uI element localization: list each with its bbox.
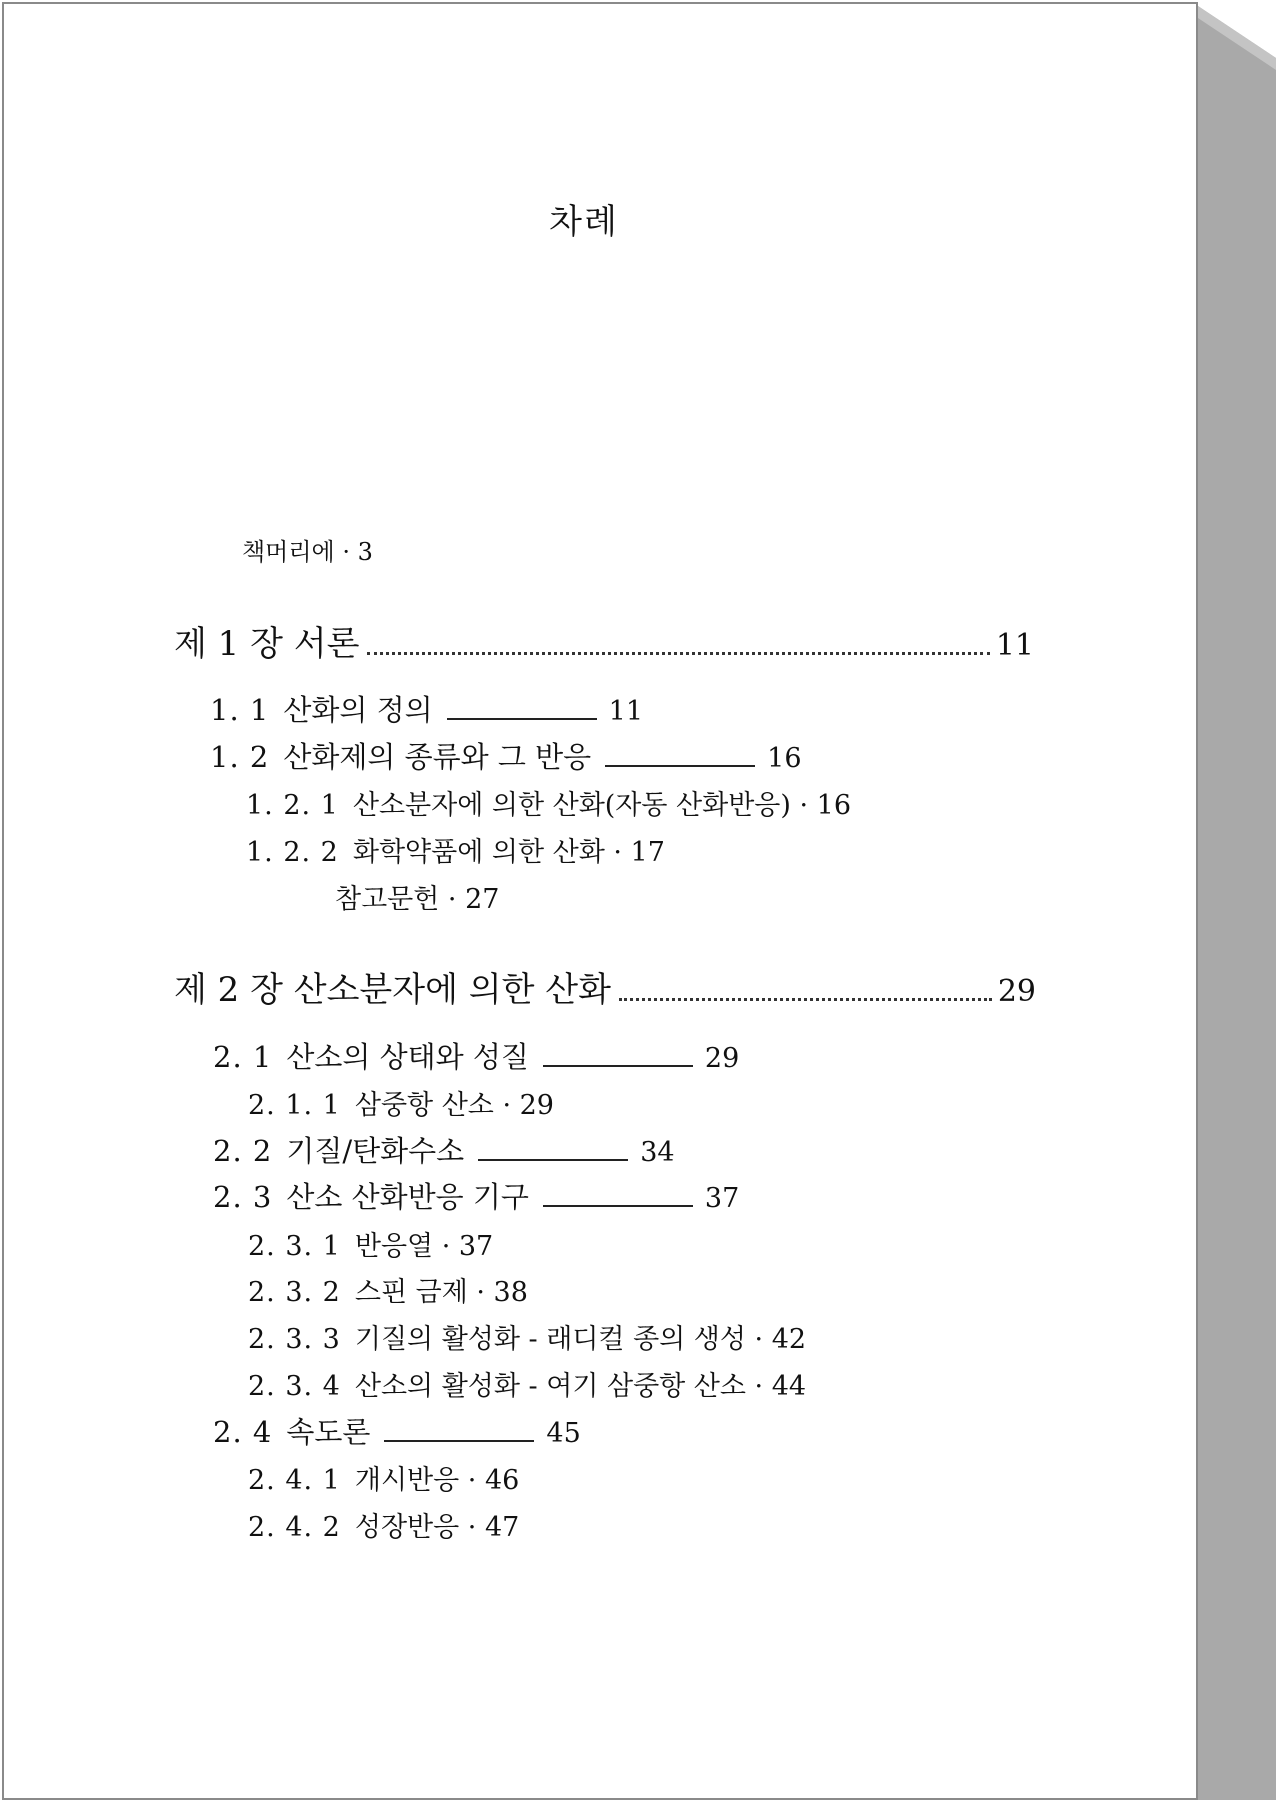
section-page: 37 (704, 1183, 740, 1214)
section-number: 2. 1 (213, 1040, 273, 1074)
preface-entry: 책머리에 · 3 (242, 538, 373, 566)
chapter-2-page: 29 (997, 974, 1036, 1009)
section-2-2 (213, 1129, 675, 1170)
subsection-text: 반응열 · 37 (354, 1231, 494, 1262)
section-2-1 (213, 1035, 739, 1076)
subsection-number: 2. 1. 1 (248, 1090, 341, 1121)
section-title: 기질/탄화수소 (286, 1134, 465, 1168)
subsection-2-4-2 (248, 1505, 519, 1544)
references-entry: 참고문헌 · 27 (335, 884, 500, 915)
chapter-1-entry (174, 616, 1034, 665)
subsection-2-3-1 (248, 1224, 493, 1263)
toc-page (2, 2, 1198, 1800)
section-title: 산소 산화반응 기구 (286, 1180, 529, 1214)
subsection-number: 2. 4. 1 (248, 1465, 341, 1496)
chapter-1-page: 11 (995, 628, 1034, 663)
subsection-number: 1. 2. 2 (246, 837, 339, 868)
subsection-number: 1. 2. 1 (246, 790, 339, 821)
section-1-2 (210, 735, 802, 776)
section-page: 16 (767, 743, 802, 774)
subsection-number: 2. 3. 1 (248, 1231, 341, 1262)
section-2-4 (213, 1410, 581, 1451)
section-page: 29 (704, 1043, 740, 1074)
subsection-number: 2. 3. 3 (248, 1324, 341, 1355)
subsection-number: 2. 3. 2 (248, 1277, 341, 1308)
rule-leader (543, 1205, 693, 1207)
rule-leader (605, 765, 755, 767)
chapter-2-entry (174, 962, 1036, 1011)
chapter-1-label: 제 1 장 서론 (174, 624, 360, 664)
subsection-2-3-2 (248, 1270, 528, 1309)
section-title: 산화의 정의 (283, 693, 433, 727)
section-page: 34 (640, 1137, 675, 1168)
toc-title: 차례 (549, 202, 619, 242)
subsection-2-3-3 (248, 1317, 806, 1356)
section-2-3 (213, 1175, 739, 1216)
subsection-1-2-1 (246, 783, 851, 822)
subsection-2-3-4 (248, 1364, 806, 1403)
subsection-2-1-1 (248, 1083, 554, 1122)
section-title: 산소의 상태와 성질 (286, 1040, 529, 1074)
section-page: 11 (608, 696, 643, 727)
subsection-text: 스핀 금제 · 38 (354, 1277, 528, 1308)
section-title: 속도론 (286, 1415, 371, 1449)
subsection-text: 삼중항 산소 · 29 (354, 1090, 554, 1121)
subsection-number: 2. 3. 4 (248, 1371, 341, 1402)
subsection-number: 2. 4. 2 (248, 1512, 341, 1543)
subsection-text: 기질의 활성화 - 래디컬 종의 생성 · 42 (354, 1324, 807, 1355)
rule-leader (384, 1440, 534, 1442)
subsection-text: 산소의 활성화 - 여기 삼중항 산소 · 44 (354, 1371, 807, 1402)
subsection-text: 산소분자에 의한 산화(자동 산화반응) · 16 (352, 790, 852, 821)
subsection-text: 개시반응 · 46 (354, 1465, 520, 1496)
section-page: 45 (546, 1418, 581, 1449)
rule-leader (447, 718, 597, 720)
section-number: 2. 3 (213, 1180, 273, 1214)
rule-leader (478, 1159, 628, 1161)
section-number: 1. 1 (210, 693, 270, 727)
section-number: 2. 2 (213, 1134, 273, 1168)
section-number: 1. 2 (210, 740, 270, 774)
subsection-text: 성장반응 · 47 (354, 1512, 520, 1543)
chapter-2-label: 제 2 장 산소분자에 의한 산화 (174, 970, 611, 1010)
subsection-2-4-1 (248, 1458, 519, 1497)
section-title: 산화제의 종류와 그 반응 (283, 740, 592, 774)
rule-leader (543, 1065, 693, 1067)
section-number: 2. 4 (213, 1415, 273, 1449)
subsection-1-2-2 (246, 830, 665, 869)
dot-leader (367, 652, 989, 655)
dot-leader (619, 998, 992, 1001)
section-1-1 (210, 688, 643, 729)
subsection-text: 화학약품에 의한 산화 · 17 (352, 837, 665, 868)
